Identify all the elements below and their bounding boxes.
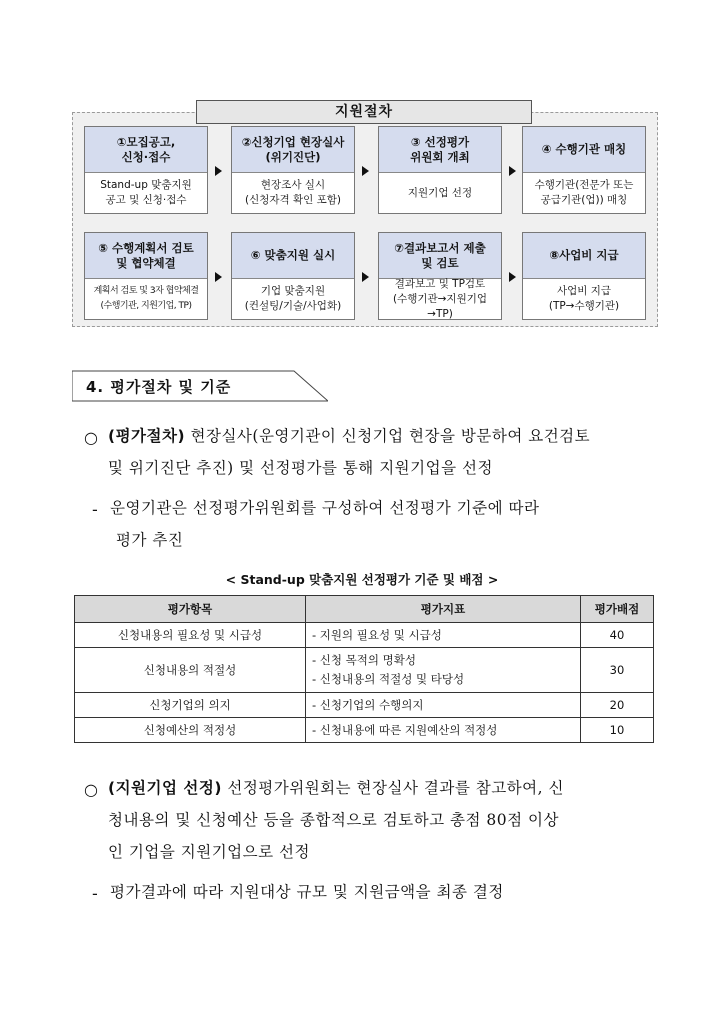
procedure-step-title: ⑤ 수행계획서 검토 및 협약체결 xyxy=(85,233,207,279)
procedure-step-title: ②신청기업 현장실사 (위기진단) xyxy=(232,127,354,173)
procedure-step-5 xyxy=(84,232,208,320)
procedure-step-description: Stand-up 맞춤지원 공고 및 신청·접수 xyxy=(100,179,192,206)
paragraph-text: 인 기업을 지원기업으로 선정 xyxy=(108,843,310,861)
procedure-step-description: 지원기업 선정 xyxy=(407,186,473,199)
sub-paragraph-text: 평가 추진 xyxy=(116,531,184,549)
table-cell-indicator xyxy=(306,623,581,648)
table-cell-score: 40 xyxy=(581,623,654,648)
paragraph-evaluation-procedure xyxy=(108,420,590,452)
procedure-step-title: ③ 선정평가 위원회 개최 xyxy=(379,127,501,173)
procedure-step-4 xyxy=(522,126,646,214)
procedure-step-description: 현장조사 실시 (신청자격 확인 포함) xyxy=(244,179,341,206)
bullet-circle: ○ xyxy=(84,780,98,799)
table-cell-indicator xyxy=(306,693,581,718)
table-row xyxy=(75,648,654,693)
section-title: 4. 평가절차 및 기준 xyxy=(86,378,232,396)
paragraph-bold-label: (평가절차) xyxy=(108,427,186,445)
procedure-step-description: 기업 맞춤지원 (컨설팅/기술/사업화) xyxy=(244,285,342,312)
procedure-step-1 xyxy=(84,126,208,214)
table-cell-indicator xyxy=(306,648,581,693)
table-row xyxy=(75,623,654,648)
procedure-step-title: ⑦결과보고서 제출 및 검토 xyxy=(379,233,501,279)
table-header: 평가배점 xyxy=(581,596,654,623)
flow-arrow-icon xyxy=(215,272,222,282)
sub-dash: - xyxy=(92,500,98,519)
table-row xyxy=(75,718,654,743)
indicator-line: - 신청내용의 적절성 및 타당성 xyxy=(312,672,465,686)
procedure-step-6 xyxy=(231,232,355,320)
flow-arrow-icon xyxy=(362,272,369,282)
evaluation-criteria-table xyxy=(74,595,654,743)
paragraph-text: 현장실사(운영기관이 신청기업 현장을 방문하여 요건검토 xyxy=(190,427,591,445)
table-cell-score: 20 xyxy=(581,693,654,718)
procedure-step-title: ⑧사업비 지급 xyxy=(523,233,645,279)
procedure-step-title: ⑥ 맞춤지원 실시 xyxy=(232,233,354,279)
procedure-step-2 xyxy=(231,126,355,214)
table-cell-item: 신청내용의 필요성 및 시급성 xyxy=(75,623,306,648)
table-cell-indicator xyxy=(306,718,581,743)
table-title: < Stand-up 맞춤지원 선정평가 기준 및 배점 > xyxy=(225,572,499,587)
sub-dash: - xyxy=(92,884,98,903)
procedure-step-7 xyxy=(378,232,502,320)
table-header: 평가항목 xyxy=(75,596,306,623)
table-cell-item: 신청내용의 적절성 xyxy=(75,648,306,693)
sub-paragraph-text: 평가결과에 따라 지원대상 규모 및 지원금액을 최종 결정 xyxy=(110,883,504,901)
paragraph-text: 및 위기진단 추진) 및 선정평가를 통해 지원기업을 선정 xyxy=(108,459,493,477)
flow-arrow-icon xyxy=(509,166,516,176)
procedure-step-title: ④ 수행기관 매칭 xyxy=(523,127,645,173)
paragraph-support-selection xyxy=(108,772,564,804)
flow-arrow-icon xyxy=(215,166,222,176)
indicator-line: - 신청 목적의 명확성 xyxy=(312,653,416,667)
bullet-circle: ○ xyxy=(84,428,98,447)
indicator-line: - 신청기업의 수행의지 xyxy=(312,697,424,712)
sub-paragraph-text: 운영기관은 선정평가위원회를 구성하여 선정평가 기준에 따라 xyxy=(110,499,540,517)
paragraph-text: 청내용의 및 신청예산 등을 종합적으로 검토하고 총점 80점 이상 xyxy=(108,811,559,829)
procedure-step-title: ①모집공고, 신청·접수 xyxy=(85,127,207,173)
table-cell-score: 30 xyxy=(581,648,654,693)
procedure-step-description: 결과보고 및 TP검토 (수행기관→지원기업→TP) xyxy=(392,277,488,320)
procedure-step-8 xyxy=(522,232,646,320)
section-header xyxy=(72,370,328,402)
procedure-step-description: 수행기관(전문가 또는 공급기관(업)) 매칭 xyxy=(534,179,634,206)
table-cell-score: 10 xyxy=(581,718,654,743)
table-header: 평가지표 xyxy=(306,596,581,623)
indicator-line: - 신청내용에 따른 지원예산의 적정성 xyxy=(312,722,498,737)
paragraph-bold-label: (지원기업 선정) xyxy=(108,779,222,797)
flow-arrow-icon xyxy=(509,272,516,282)
procedure-step-3 xyxy=(378,126,502,214)
flow-arrow-icon xyxy=(362,166,369,176)
table-cell-item: 신청기업의 의지 xyxy=(75,693,306,718)
paragraph-text: 선정평가위원회는 현장실사 결과를 참고하여, 신 xyxy=(227,779,564,797)
procedure-step-description: 사업비 지급 (TP→수행기관) xyxy=(548,285,620,312)
procedure-title: 지원절차 xyxy=(196,100,532,124)
table-cell-item: 신청예산의 적정성 xyxy=(75,718,306,743)
indicator-line: - 지원의 필요성 및 시급성 xyxy=(312,627,442,642)
procedure-step-description: 계획서 검토 및 3자 협약체결 (수행기관, 지원기업, TP) xyxy=(93,286,199,311)
table-row xyxy=(75,693,654,718)
